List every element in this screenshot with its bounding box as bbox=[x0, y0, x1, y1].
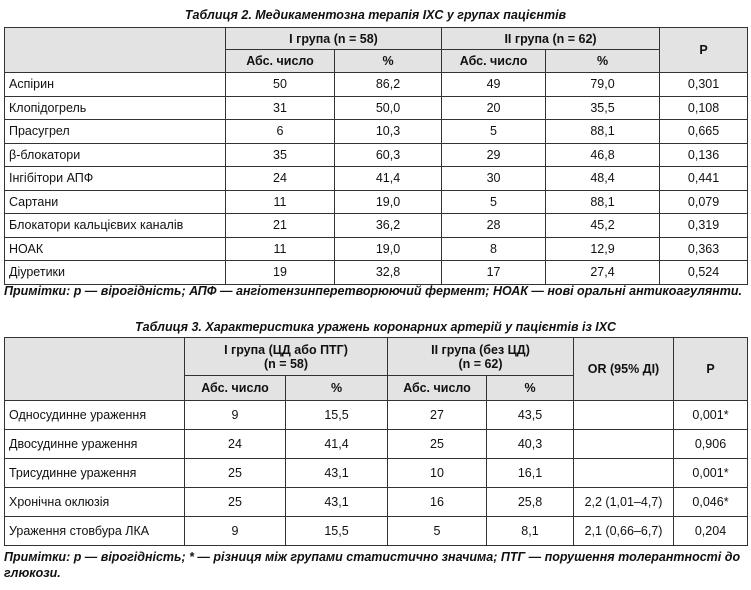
table2-g1-pct-header: % bbox=[335, 50, 442, 73]
table2-row bbox=[5, 190, 748, 214]
table2-row bbox=[5, 261, 748, 285]
table2-cell-g1-abs: 31 bbox=[226, 96, 335, 120]
table2-p-header: Р bbox=[660, 28, 748, 73]
table3-cell-or-ci: 2,1 (0,66–6,7) bbox=[574, 517, 674, 546]
table3-cell-or-ci bbox=[574, 430, 674, 459]
table2-cell-g1-pct: 86,2 bbox=[335, 73, 442, 97]
table3-cell-label: Хронічна оклюзія bbox=[5, 488, 185, 517]
table3-or-header: OR (95% ДІ) bbox=[574, 338, 674, 401]
table2-cell-label: β-блокатори bbox=[5, 143, 226, 167]
table3-g2-pct-header: % bbox=[487, 376, 574, 401]
table3-cell-g1-pct: 15,5 bbox=[286, 517, 388, 546]
table3-row bbox=[5, 430, 748, 459]
table2-cell-g1-abs: 21 bbox=[226, 214, 335, 238]
table3-group1-header bbox=[185, 338, 388, 376]
table2-cell-p-value: 0,079 bbox=[660, 190, 748, 214]
table2-cell-g1-pct: 36,2 bbox=[335, 214, 442, 238]
table2-row bbox=[5, 237, 748, 261]
table2-cell-label: Діуретики bbox=[5, 261, 226, 285]
table2-cell-g1-abs: 6 bbox=[226, 120, 335, 144]
table3-cell-g2-pct: 25,8 bbox=[487, 488, 574, 517]
table2-header-row bbox=[5, 28, 748, 50]
table3-row bbox=[5, 401, 748, 430]
table3-cell-label: Двосудинне ураження bbox=[5, 430, 185, 459]
table2-cell-label: Інгібітори АПФ bbox=[5, 167, 226, 191]
table3-row bbox=[5, 459, 748, 488]
table2-cell-g2-abs: 28 bbox=[442, 214, 546, 238]
table3-cell-g2-pct: 43,5 bbox=[487, 401, 574, 430]
table2-cell-g1-abs: 19 bbox=[226, 261, 335, 285]
table3-caption: Таблиця 3. Характеристика уражень коронарних артерій у пацієнтів із ІХС bbox=[135, 320, 616, 334]
table2-cell-g2-abs: 8 bbox=[442, 237, 546, 261]
table2-cell-p-value: 0,363 bbox=[660, 237, 748, 261]
table2-cell-g2-abs: 17 bbox=[442, 261, 546, 285]
table2-row bbox=[5, 167, 748, 191]
table3-cell-g1-abs: 9 bbox=[185, 517, 286, 546]
table2-cell-g1-pct: 60,3 bbox=[335, 143, 442, 167]
table2-row bbox=[5, 120, 748, 144]
table3-cell-or-ci bbox=[574, 401, 674, 430]
table3-g2-abs-header: Абс. число bbox=[388, 376, 487, 401]
table3-cell-g1-abs: 9 bbox=[185, 401, 286, 430]
table2-note: Примітки: р — вірогідність; АПФ — ангіотензинперетворюючий фермент; НОАК — нові оральні антикоагулянти. bbox=[4, 284, 742, 298]
table3-note: Примітки: р — вірогідність; * — різниця між групами статистично значима; ПТГ — порушення толерантності до глюкози. bbox=[4, 550, 741, 580]
table3-group2-count: (n = 62) bbox=[458, 356, 503, 371]
table3-cell-g2-abs: 10 bbox=[388, 459, 487, 488]
table3-cell-p-value: 0,046* bbox=[674, 488, 748, 517]
table3-cell-g1-pct: 15,5 bbox=[286, 401, 388, 430]
table3-header-row bbox=[5, 338, 748, 376]
table3-cell-g1-pct: 41,4 bbox=[286, 430, 388, 459]
table2-row bbox=[5, 73, 748, 97]
table3-cell-g1-pct: 43,1 bbox=[286, 459, 388, 488]
table2-cell-g2-abs: 30 bbox=[442, 167, 546, 191]
table2-cell-g1-abs: 24 bbox=[226, 167, 335, 191]
table2-row bbox=[5, 214, 748, 238]
table2-cell-g2-abs: 49 bbox=[442, 73, 546, 97]
table2-group1-header: І група (n = 58) bbox=[226, 28, 442, 50]
table3-cell-label: Односудинне ураження bbox=[5, 401, 185, 430]
table3-cell-g2-pct: 8,1 bbox=[487, 517, 574, 546]
table2-cell-g2-pct: 35,5 bbox=[546, 96, 660, 120]
table2-cell-g1-pct: 10,3 bbox=[335, 120, 442, 144]
table3-cell-p-value: 0,001* bbox=[674, 459, 748, 488]
table3-corner-cell bbox=[5, 338, 185, 401]
table2-corner-cell bbox=[5, 28, 226, 73]
table3-group2-header bbox=[388, 338, 574, 376]
table2-cell-label: Аспірин bbox=[5, 73, 226, 97]
table2-cell-g2-pct: 46,8 bbox=[546, 143, 660, 167]
table2-cell-p-value: 0,441 bbox=[660, 167, 748, 191]
table2-group2-header: ІІ група (n = 62) bbox=[442, 28, 660, 50]
table2-caption: Таблиця 2. Медикаментозна терапія ІХС у групах пацієнтів bbox=[184, 8, 567, 22]
table2-cell-g2-abs: 29 bbox=[442, 143, 546, 167]
table3-cell-g2-pct: 40,3 bbox=[487, 430, 574, 459]
table2-cell-label: НОАК bbox=[5, 237, 226, 261]
table2-cell-p-value: 0,136 bbox=[660, 143, 748, 167]
table2-cell-g1-pct: 41,4 bbox=[335, 167, 442, 191]
table2-cell-g1-pct: 32,8 bbox=[335, 261, 442, 285]
table2-row bbox=[5, 96, 748, 120]
table2-cell-g1-pct: 19,0 bbox=[335, 190, 442, 214]
table3-cell-label: Трисудинне ураження bbox=[5, 459, 185, 488]
table2-cell-p-value: 0,524 bbox=[660, 261, 748, 285]
table3-cell-g1-pct: 43,1 bbox=[286, 488, 388, 517]
table3-cell-g2-abs: 27 bbox=[388, 401, 487, 430]
table3-p-header: Р bbox=[674, 338, 748, 401]
table2-cell-g1-abs: 35 bbox=[226, 143, 335, 167]
table3-cell-label: Ураження стовбура ЛКА bbox=[5, 517, 185, 546]
table2-cell-g2-abs: 5 bbox=[442, 190, 546, 214]
table2-cell-label: Прасугрел bbox=[5, 120, 226, 144]
table2-cell-p-value: 0,319 bbox=[660, 214, 748, 238]
table2-cell-g2-abs: 5 bbox=[442, 120, 546, 144]
table2-g1-abs-header: Абс. число bbox=[226, 50, 335, 73]
table2-cell-g2-pct: 88,1 bbox=[546, 190, 660, 214]
table2-cell-label: Клопідогрель bbox=[5, 96, 226, 120]
table2-row bbox=[5, 143, 748, 167]
table2-cell-g2-pct: 88,1 bbox=[546, 120, 660, 144]
table3-cell-g2-abs: 16 bbox=[388, 488, 487, 517]
table2-g2-abs-header: Абс. число bbox=[442, 50, 546, 73]
table2-cell-g1-pct: 50,0 bbox=[335, 96, 442, 120]
table2-cell-g1-abs: 11 bbox=[226, 190, 335, 214]
table3-cell-or-ci bbox=[574, 459, 674, 488]
table3-g1-abs-header: Абс. число bbox=[185, 376, 286, 401]
table2-cell-g2-pct: 27,4 bbox=[546, 261, 660, 285]
table2 bbox=[4, 27, 748, 285]
table3-row bbox=[5, 517, 748, 546]
table2-cell-g2-pct: 79,0 bbox=[546, 73, 660, 97]
table2-cell-g1-pct: 19,0 bbox=[335, 237, 442, 261]
table3-cell-g1-abs: 25 bbox=[185, 488, 286, 517]
table3-g1-pct-header: % bbox=[286, 376, 388, 401]
table3-cell-g2-abs: 25 bbox=[388, 430, 487, 459]
table2-cell-p-value: 0,665 bbox=[660, 120, 748, 144]
table2-g2-pct-header: % bbox=[546, 50, 660, 73]
table2-cell-p-value: 0,108 bbox=[660, 96, 748, 120]
table3-cell-g2-abs: 5 bbox=[388, 517, 487, 546]
table2-cell-g1-abs: 11 bbox=[226, 237, 335, 261]
table2-cell-g2-pct: 48,4 bbox=[546, 167, 660, 191]
table2-cell-g2-abs: 20 bbox=[442, 96, 546, 120]
table3-cell-p-value: 0,001* bbox=[674, 401, 748, 430]
table2-cell-label: Блокатори кальцієвих каналів bbox=[5, 214, 226, 238]
table3-row bbox=[5, 488, 748, 517]
table3-group2-title: ІІ група (без ЦД) bbox=[431, 342, 530, 357]
table3-cell-p-value: 0,204 bbox=[674, 517, 748, 546]
table2-cell-label: Сартани bbox=[5, 190, 226, 214]
table3-cell-g1-abs: 25 bbox=[185, 459, 286, 488]
table3-group1-title: І група (ЦД або ПТГ) bbox=[224, 342, 348, 357]
table2-cell-p-value: 0,301 bbox=[660, 73, 748, 97]
table3-cell-or-ci: 2,2 (1,01–4,7) bbox=[574, 488, 674, 517]
table2-cell-g2-pct: 45,2 bbox=[546, 214, 660, 238]
table2-cell-g2-pct: 12,9 bbox=[546, 237, 660, 261]
table3-cell-p-value: 0,906 bbox=[674, 430, 748, 459]
table2-cell-g1-abs: 50 bbox=[226, 73, 335, 97]
table3-group1-count: (n = 58) bbox=[263, 356, 309, 371]
table3-cell-g2-pct: 16,1 bbox=[487, 459, 574, 488]
table3 bbox=[4, 337, 748, 546]
table3-cell-g1-abs: 24 bbox=[185, 430, 286, 459]
